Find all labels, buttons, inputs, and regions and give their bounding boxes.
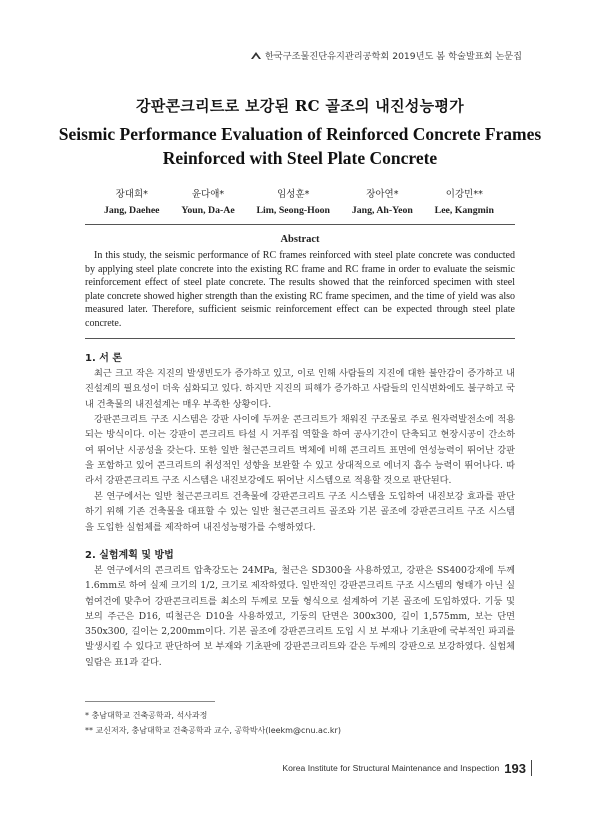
- paragraph: 본 연구에서는 일반 철근콘크리트 건축물에 강판콘크리트 구조 시스템을 도입하여 내진보강 효과를 판단하기 위해 기존 건축물을 대표할 수 있는 일반 철근콘크리트 골조와 기본 골조에 강판콘크리트 구조 시스템을 도입한 실험체를 제작하여 내진성능평가를 수행하였다.: [85, 491, 515, 533]
- author: [181, 186, 234, 216]
- footnote: ** 교신저자, 충남대학교 건축공학과 교수, 공학박사(leekm@cnu.ac.kr): [85, 726, 341, 735]
- footnote-rule: [85, 701, 215, 702]
- journal-header-text: 한국구조물진단유지관리공학회 2019년도 봄 학술발표회 논문집: [265, 51, 522, 62]
- author-name-ko: 장아연*: [366, 189, 399, 200]
- footer-divider: [531, 760, 532, 776]
- title-korean: 강판콘크리트로 보강된 RC 골조의 내진성능평가: [135, 97, 465, 115]
- author: [435, 186, 494, 216]
- author: [104, 186, 160, 216]
- title-english-line1: Seismic Performance Evaluation of Reinforced Concrete Frames: [58, 124, 542, 144]
- author-name-en: Lim, Seong-Hoon: [256, 205, 331, 216]
- stack-book-icon: [251, 50, 261, 60]
- author-name-ko: 임성훈*: [277, 189, 310, 200]
- section-heading: 1. 서 론: [85, 353, 123, 364]
- paragraph: 본 연구에서의 콘크리트 압축강도는 24MPa, 철근은 SD300을 사용하였고, 강판은 SS400강재에 두께 1.6mm로 하여 실제 크기의 1/2, 크기로 제작하였다. 일반적인 강판콘크리트 구조 시스템의 형태가 아닌 실험여건에 맞추어 강판콘크리트를 최소의 두께로 모듈 형식으로 설계하여 기본 골조에 도입하였다. 기둥 및 보의 주근은 D16, 띠철근은 D10을 사용하였고, 기둥의 단면은 300x300, 길이 1,575mm, 보는 단면 350x300, 길이는 2,200mm이다. 기본 골조에 강판콘크리트 도입 시 보 부재나 기초판에 국부적인 파괴를 발생시킬 수 있다고 판단하여 보 부재와 기초판에 강판콘크리트와 같은 두께의 강판으로 보강하였다. 실험체 일람은 표1과 같다.: [85, 565, 515, 668]
- abstract-heading: Abstract: [280, 234, 320, 245]
- author-name-en: Jang, Ah-Yeon: [351, 205, 413, 216]
- author-name-ko: 윤다애*: [191, 189, 225, 200]
- paragraph: 최근 크고 작은 지진의 발생빈도가 증가하고 있고, 이로 인해 사람들의 지진에 대한 불안감이 증가하고 내진설계의 필요성이 더욱 심화되고 있다. 하지만 지진의 피해가 증가하고 사람들의 인식변화에도 불구하고 국내 건축물의 내진설계는 매우 부족한 상황이다.: [85, 368, 515, 410]
- paragraph: 강판콘크리트 구조 시스템은 강판 사이에 두꺼운 콘크리트가 채워진 구조물로 주로 원자력발전소에 적용되는 방식이다. 이는 강판이 콘크리트 타설 시 거푸집 역할을 하여 공사기간이 단축되고 현장시공이 간소하여 뛰어난 시공성을 갖는다. 또한 일반 철근콘크리트 벽체에 비해 콘크리트 표면에 연성능력이 뛰어난 강판을 포함하고 있어 콘크리트의 취성적인 성향을 보완할 수 있고 상대적으로 에너지 흡수 능력이 뛰어나다. 따라서 강판콘크리트 구조 시스템은 내진보강에도 뛰어난 시스템으로 적용할 것으로 판단된다.: [85, 414, 515, 487]
- title-english: [0, 122, 600, 170]
- section-heading: 2. 실험계획 및 방법: [85, 550, 174, 561]
- abstract-bottom-rule: [85, 338, 515, 339]
- author-name-en: Lee, Kangmin: [434, 205, 494, 216]
- author: [257, 186, 331, 216]
- author-list: [104, 186, 494, 216]
- footnote: * 충남대학교 건축공학과, 석사과정: [85, 711, 208, 720]
- abstract-top-rule: [85, 224, 515, 225]
- author: [352, 186, 413, 216]
- author-name-en: Youn, Da-Ae: [181, 205, 235, 216]
- abstract-text: In this study, the seismic performance of RC frames reinforced with steel plate concrete was conducted by applying steel plate concrete into the existing RC frame and RC frame in order to evaluate the seismic reinforcement effect of steel plate concrete. The results showed that the reinforced specimen with steel plate concrete showed higher strength than the existing RC frame specimen, and the time of yield was also measured later. Therefore, sufficient seismic reinforcement effect can be expected through steel plate concrete.: [85, 250, 515, 329]
- footer-institute: Korea Institute for Structural Maintenance and Inspection: [282, 763, 500, 773]
- page-number: 193: [504, 760, 526, 776]
- page-footer: [282, 760, 532, 776]
- title-english-line2: Reinforced with Steel Plate Concrete: [162, 148, 438, 168]
- author-name-ko: 이강민**: [445, 189, 483, 200]
- author-name-ko: 장대희*: [115, 189, 148, 200]
- journal-header: [251, 48, 522, 62]
- author-name-en: Jang, Daehee: [104, 205, 160, 216]
